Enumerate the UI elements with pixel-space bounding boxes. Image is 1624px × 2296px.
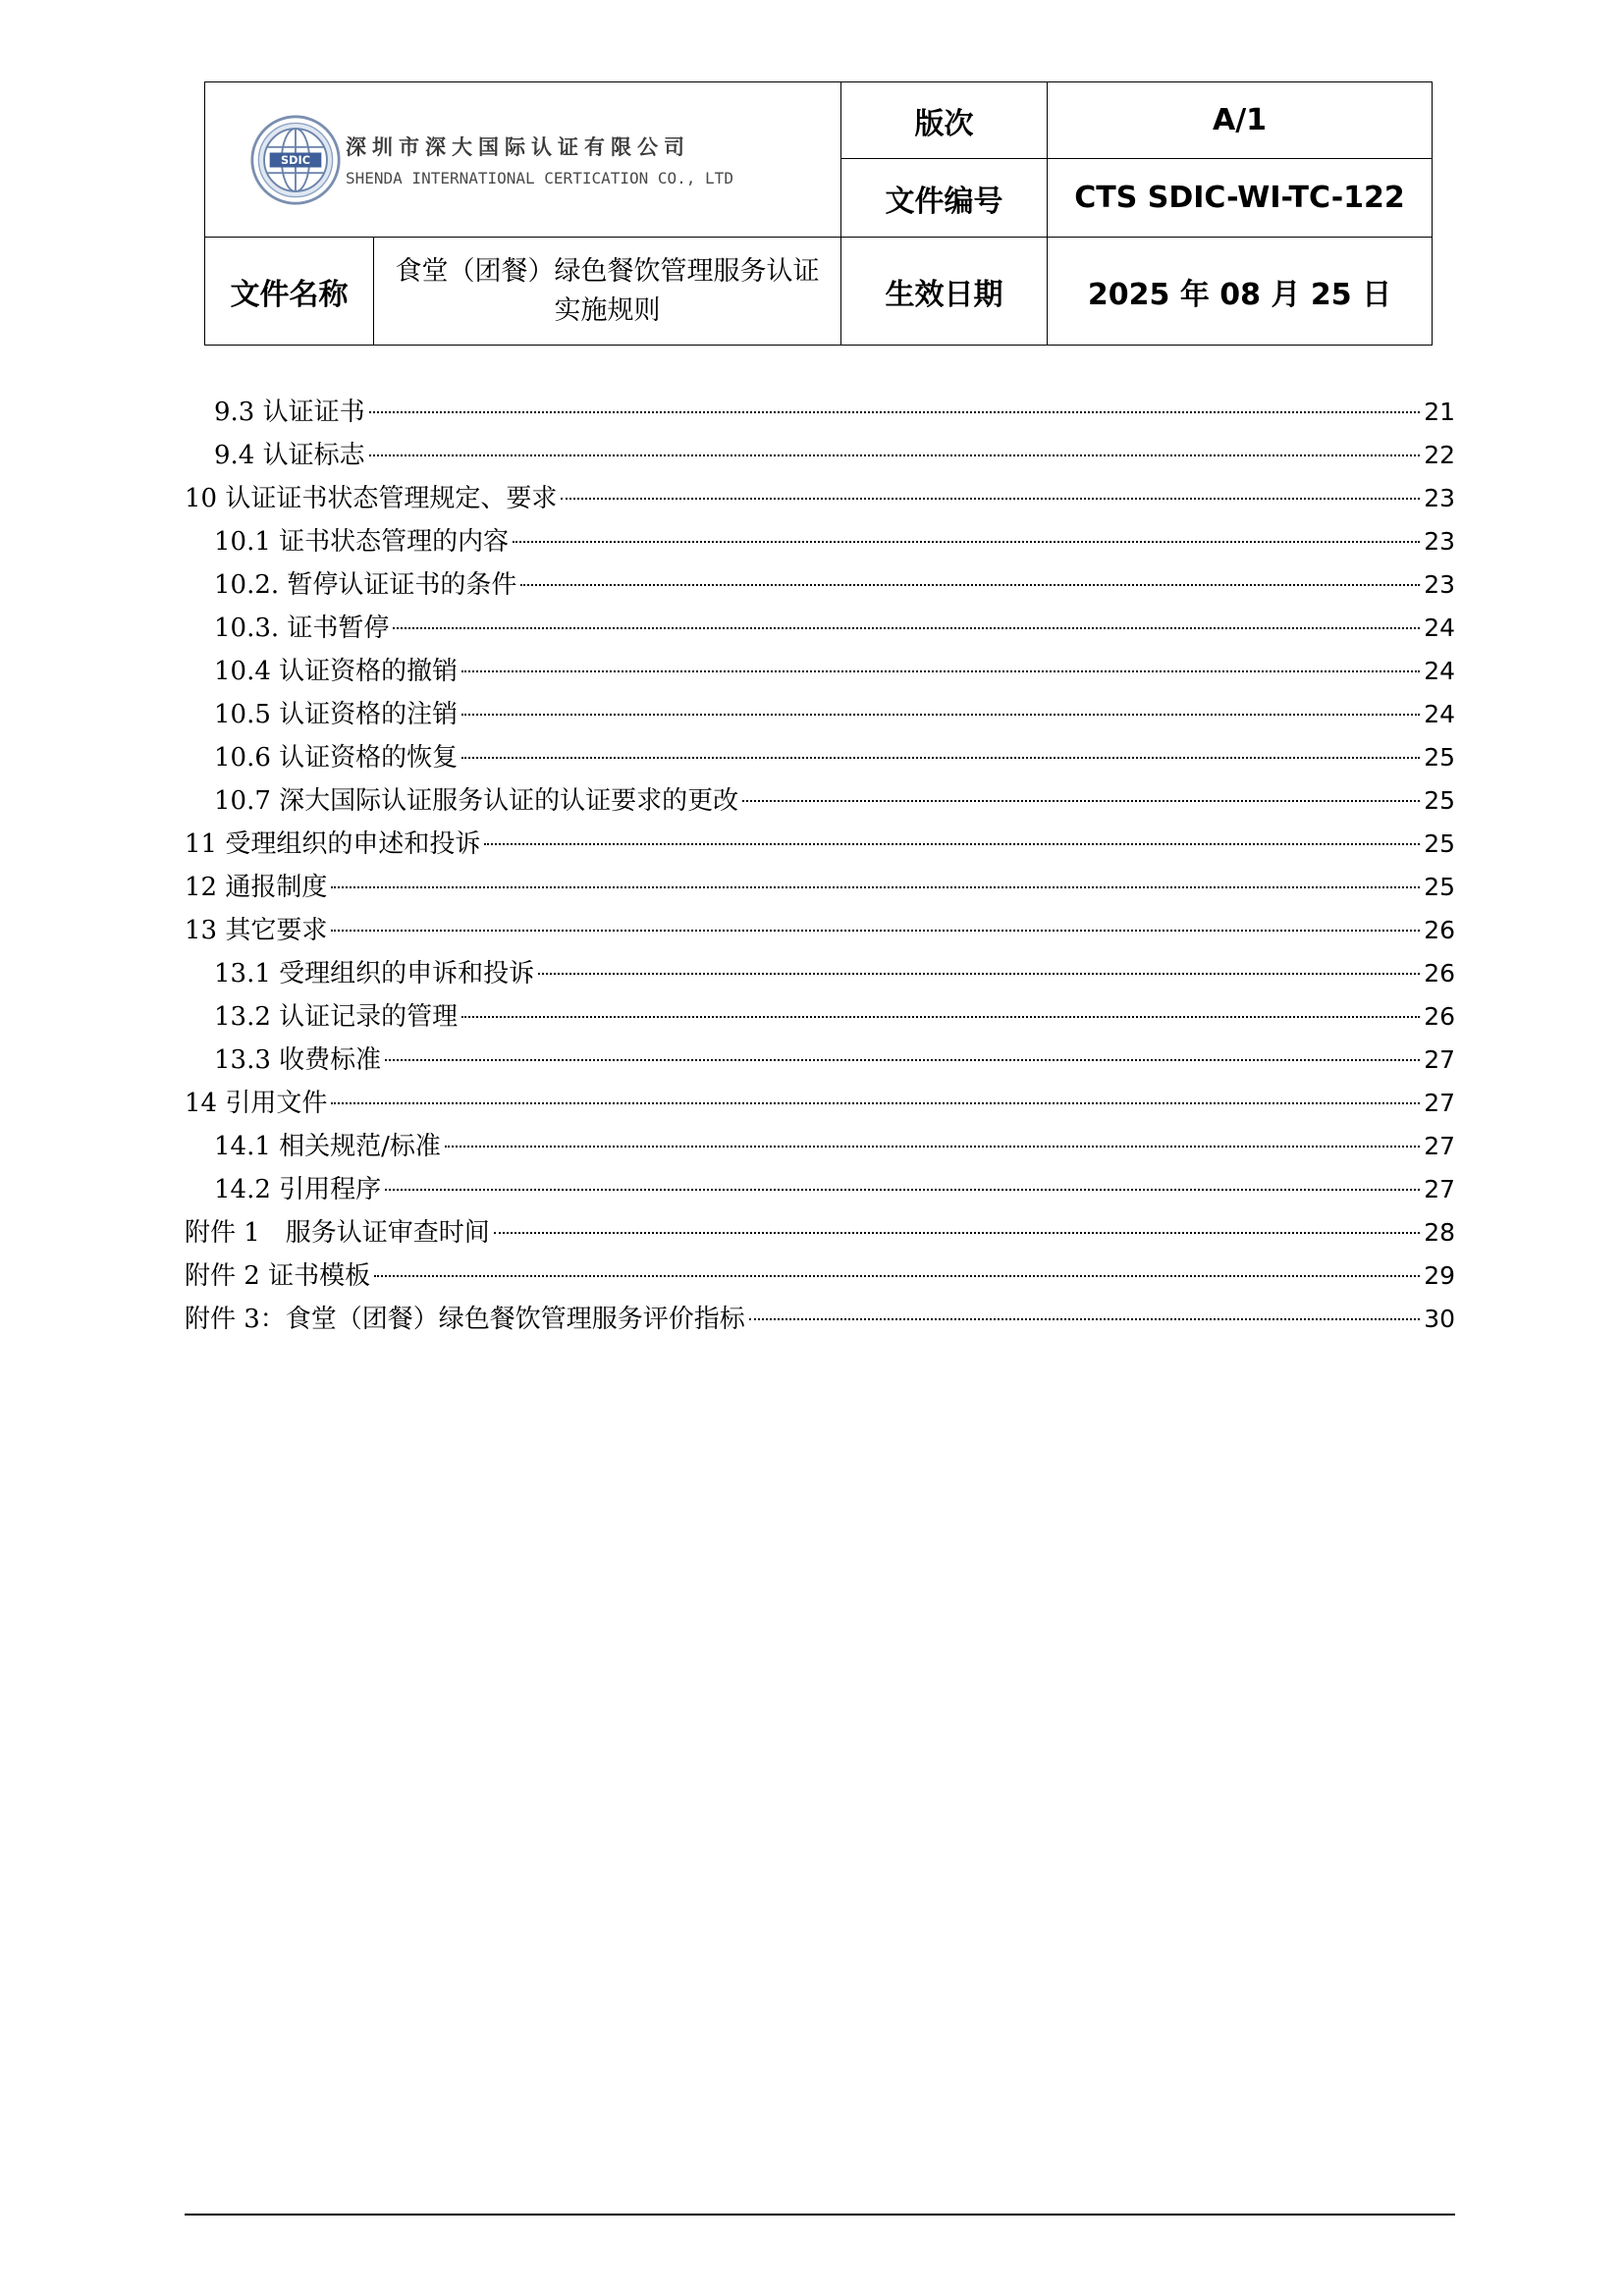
toc-entry-title: 10.5 认证资格的注销 — [214, 700, 459, 729]
toc-entry-title: 10.7 深大国际认证服务认证的认证要求的更改 — [214, 786, 739, 816]
toc-dot-leader — [331, 886, 1420, 888]
toc-dot-leader — [393, 627, 1420, 629]
toc-dot-leader — [331, 930, 1420, 932]
version-label: 版次 — [841, 82, 1048, 159]
toc-entry-page-number: 24 — [1424, 657, 1455, 685]
toc-entry[interactable] — [185, 477, 1455, 520]
toc-entry-title: 14.1 相关规范/标准 — [214, 1132, 441, 1161]
toc-dot-leader — [461, 714, 1420, 716]
toc-entry-page-number: 25 — [1424, 743, 1455, 772]
document-name-label: 文件名称 — [205, 238, 374, 346]
toc-dot-leader — [385, 1059, 1420, 1061]
document-header-table — [204, 81, 1433, 346]
toc-entry-page-number: 25 — [1424, 873, 1455, 901]
toc-dot-leader — [494, 1232, 1420, 1234]
effective-date-value: 2025 年 08 月 25 日 — [1048, 238, 1433, 346]
document-name-value: 食堂（团餐）绿色餐饮管理服务认证实施规则 — [374, 238, 841, 346]
toc-entry-page-number: 23 — [1424, 570, 1455, 599]
toc-dot-leader — [461, 670, 1420, 672]
toc-entry-page-number: 22 — [1424, 441, 1455, 469]
toc-entry-page-number: 27 — [1424, 1045, 1455, 1074]
toc-entry[interactable] — [185, 434, 1455, 477]
toc-entry-page-number: 23 — [1424, 527, 1455, 556]
toc-entry-page-number: 24 — [1424, 700, 1455, 728]
toc-entry-title: 10.2. 暂停认证证书的条件 — [214, 570, 517, 600]
toc-entry-title: 13.2 认证记录的管理 — [214, 1002, 459, 1032]
toc-entry-page-number: 27 — [1424, 1089, 1455, 1117]
toc-entry-title: 13.1 受理组织的申诉和投诉 — [214, 959, 535, 988]
toc-entry[interactable] — [185, 823, 1455, 866]
toc-entry-title: 10.6 认证资格的恢复 — [214, 743, 459, 773]
company-name-cn: 深圳市深大国际认证有限公司 — [346, 135, 690, 159]
toc-entry[interactable] — [185, 1298, 1455, 1341]
logo-emblem-text: SDIC — [281, 153, 310, 167]
toc-dot-leader — [520, 584, 1420, 586]
toc-entry-page-number: 30 — [1424, 1305, 1455, 1333]
toc-entry[interactable] — [185, 1082, 1455, 1125]
toc-entry[interactable] — [185, 1255, 1455, 1298]
toc-entry[interactable] — [185, 995, 1455, 1039]
document-number-value: CTS SDIC-WI-TC-122 — [1048, 159, 1433, 238]
document-number-label: 文件编号 — [841, 159, 1048, 238]
table-of-contents — [185, 391, 1455, 1341]
footer-divider — [185, 2214, 1455, 2216]
toc-entry-page-number: 26 — [1424, 916, 1455, 944]
toc-entry-title: 10.1 证书状态管理的内容 — [214, 527, 510, 557]
toc-entry-page-number: 21 — [1424, 398, 1455, 426]
toc-entry[interactable] — [185, 563, 1455, 607]
toc-entry[interactable] — [185, 952, 1455, 995]
toc-entry[interactable] — [185, 1125, 1455, 1168]
toc-entry-page-number: 26 — [1424, 959, 1455, 988]
toc-entry-page-number: 27 — [1424, 1132, 1455, 1160]
toc-entry[interactable] — [185, 866, 1455, 909]
company-logo-cell — [205, 82, 841, 238]
toc-dot-leader — [538, 973, 1420, 975]
toc-entry-title: 附件 2 证书模板 — [185, 1261, 371, 1291]
toc-entry[interactable] — [185, 1168, 1455, 1211]
toc-entry-title: 14.2 引用程序 — [214, 1175, 382, 1204]
toc-entry-title: 14 引用文件 — [185, 1089, 328, 1118]
toc-dot-leader — [749, 1318, 1420, 1320]
toc-entry-page-number: 29 — [1424, 1261, 1455, 1290]
toc-dot-leader — [385, 1189, 1420, 1191]
toc-dot-leader — [513, 541, 1420, 543]
toc-dot-leader — [461, 757, 1420, 759]
toc-entry-title: 附件 3：食堂（团餐）绿色餐饮管理服务评价指标 — [185, 1305, 745, 1334]
toc-entry-page-number: 24 — [1424, 614, 1455, 642]
toc-entry[interactable] — [185, 607, 1455, 650]
toc-entry-title: 10.3. 证书暂停 — [214, 614, 390, 643]
toc-dot-leader — [331, 1102, 1420, 1104]
toc-dot-leader — [461, 1016, 1420, 1018]
toc-entry-title: 9.4 认证标志 — [214, 441, 365, 470]
company-name-en: SHENDA INTERNATIONAL CERTICATION CO., LTD — [346, 169, 733, 187]
toc-entry-page-number: 25 — [1424, 786, 1455, 815]
toc-entry-title: 附件 1 服务认证审查时间 — [185, 1218, 490, 1248]
toc-entry-title: 9.3 认证证书 — [214, 398, 365, 427]
toc-entry[interactable] — [185, 1039, 1455, 1082]
toc-entry-page-number: 27 — [1424, 1175, 1455, 1203]
toc-entry-title: 10.4 认证资格的撤销 — [214, 657, 459, 686]
toc-entry-page-number: 26 — [1424, 1002, 1455, 1031]
toc-dot-leader — [369, 411, 1421, 413]
toc-entry[interactable] — [185, 736, 1455, 779]
version-value: A/1 — [1048, 82, 1433, 159]
toc-entry[interactable] — [185, 650, 1455, 693]
toc-entry-title: 13 其它要求 — [185, 916, 328, 945]
company-globe-logo-icon — [249, 114, 342, 206]
toc-entry[interactable] — [185, 693, 1455, 736]
toc-entry-page-number: 23 — [1424, 484, 1455, 512]
toc-dot-leader — [369, 454, 1421, 456]
toc-entry-page-number: 28 — [1424, 1218, 1455, 1247]
effective-date-label: 生效日期 — [841, 238, 1048, 346]
toc-dot-leader — [484, 843, 1420, 845]
toc-dot-leader — [561, 498, 1420, 500]
toc-entry-page-number: 25 — [1424, 829, 1455, 858]
toc-entry[interactable] — [185, 909, 1455, 952]
toc-entry-title: 11 受理组织的申述和投诉 — [185, 829, 481, 859]
toc-entry[interactable] — [185, 391, 1455, 434]
toc-entry[interactable] — [185, 1211, 1455, 1255]
toc-entry[interactable] — [185, 779, 1455, 823]
toc-dot-leader — [445, 1146, 1420, 1148]
toc-entry-title: 10 认证证书状态管理规定、要求 — [185, 484, 558, 513]
toc-entry-title: 12 通报制度 — [185, 873, 328, 902]
toc-entry-title: 13.3 收费标准 — [214, 1045, 382, 1075]
toc-dot-leader — [742, 800, 1420, 802]
toc-entry[interactable] — [185, 520, 1455, 563]
toc-dot-leader — [374, 1275, 1420, 1277]
